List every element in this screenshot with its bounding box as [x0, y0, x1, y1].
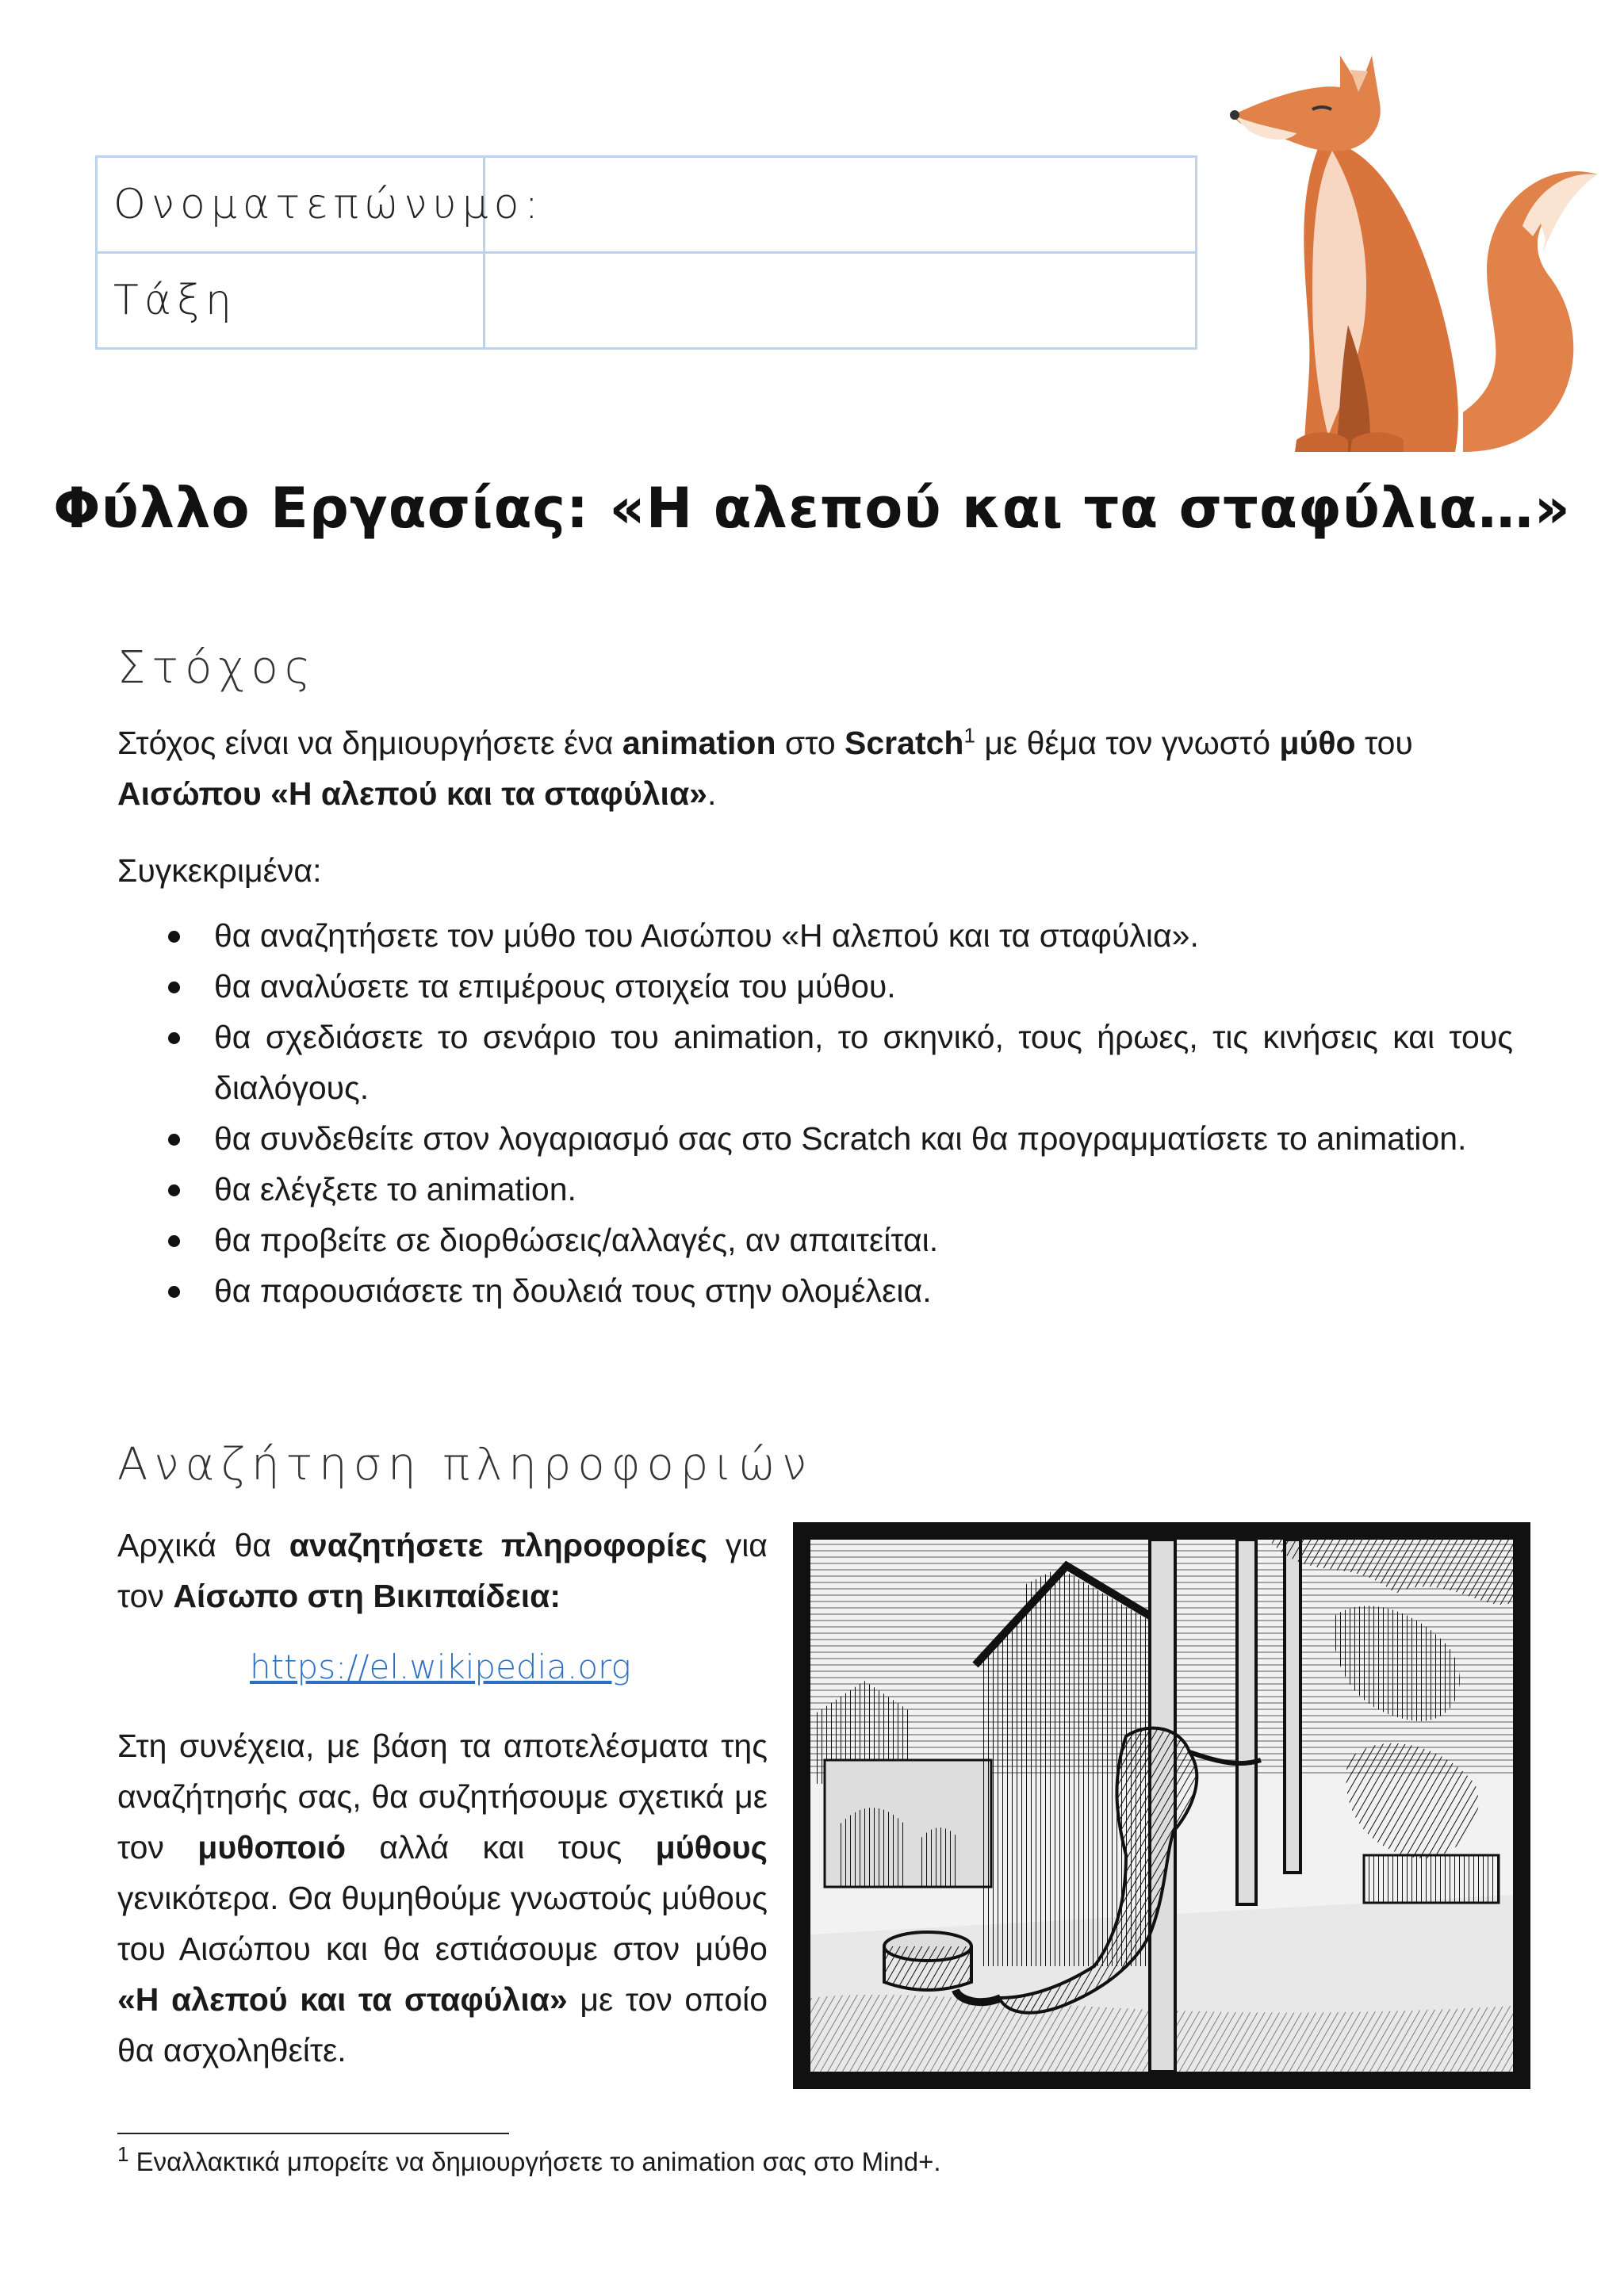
specifically-label: Συγκεκριμένα: [117, 852, 322, 889]
list-item [117, 1012, 1513, 1113]
goal-intro [117, 718, 1513, 819]
bold-text: Scratch [845, 725, 964, 761]
bold-text: Αίσωπο στη Βικιπαίδεια: [173, 1578, 561, 1614]
name-row [97, 157, 1197, 253]
search-intro [117, 1520, 768, 1621]
class-row [97, 253, 1197, 349]
text: με θέμα τον γνωστό [975, 725, 1280, 761]
bold-text: animation [622, 725, 776, 761]
bullet-icon [168, 1235, 180, 1247]
text: Στη συνέχεια, με βάση τα αποτελέσματα της αναζήτησής σας, θα συζητήσουμε σχετικά με τον [117, 1728, 768, 1866]
footnote-mark: 1 [117, 2142, 129, 2166]
footnote [117, 2142, 941, 2179]
text: γενικότερα. Θα θυμηθούμε γνωστούς μύθους του Αισώπου και θα εστιάσουμε στον μύθο [117, 1880, 768, 1967]
list-item-text: θα συνδεθείτε στον λογαριασμό σας στο Scratch και θα προγραμματίσετε το animation. [214, 1120, 1467, 1157]
search-discussion [117, 1720, 768, 2076]
search-heading: Αναζήτηση πληροφοριών [117, 1439, 814, 1490]
bold-text: μύθο [1279, 725, 1356, 761]
bold-text: «Η αλεπού και τα σταφύλια» [117, 1981, 568, 2018]
text: του [1355, 725, 1413, 761]
student-info-table [95, 155, 1197, 350]
list-item [117, 961, 1513, 1012]
bold-text: μύθους [655, 1829, 768, 1866]
list-item-text: θα ελέγξετε το animation. [214, 1171, 576, 1207]
bullet-icon [168, 1032, 180, 1044]
name-label: Ονοματεπώνυμο: [97, 157, 485, 253]
list-item-text: θα σχεδιάσετε το σενάριο του animation, το σκηνικό, τους ήρωες, τις κινήσεις και τους διαλόγους. [214, 1019, 1513, 1106]
list-item-text: θα αναλύσετε τα επιμέρους στοιχεία του μύθου. [214, 968, 896, 1004]
list-item [117, 910, 1513, 961]
bullet-icon [168, 1184, 180, 1196]
fox-and-grapes-engraving [793, 1522, 1530, 2089]
bullet-icon [168, 1134, 180, 1146]
bullet-icon [168, 1286, 180, 1298]
text: με τον οποίο θα ασχοληθείτε. [117, 1981, 768, 2068]
text: Αρχικά θα [117, 1527, 289, 1563]
wikipedia-link[interactable]: https://el.wikipedia.org [250, 1647, 631, 1686]
class-field[interactable] [485, 253, 1197, 349]
text: Στόχος είναι να δημιουργήσετε ένα [117, 725, 622, 761]
list-item [117, 1265, 1513, 1316]
text: στο [776, 725, 845, 761]
footnote-text: Εναλλακτικά μπορείτε να δημιουργήσετε το animation σας στο Mind+. [128, 2147, 941, 2176]
list-item-text: θα παρουσιάσετε τη δουλειά τους στην ολομέλεια. [214, 1272, 932, 1309]
list-item-text: θα αναζητήσετε τον μύθο του Αισώπου «Η αλεπού και τα σταφύλια». [214, 917, 1199, 954]
list-item [117, 1215, 1513, 1265]
fox-illustration [1201, 40, 1606, 460]
name-field[interactable] [485, 157, 1197, 253]
list-item [117, 1164, 1513, 1215]
task-list [117, 910, 1513, 1316]
worksheet-title: Φύλλο Εργασίας: «Η αλεπού και τα σταφύλια…» [53, 476, 1571, 541]
bullet-icon [168, 931, 180, 943]
bullet-icon [168, 982, 180, 993]
list-item [117, 1113, 1513, 1164]
text: . [707, 775, 717, 812]
bold-text: Αισώπου «Η αλεπού και τα σταφύλια» [117, 775, 707, 812]
goal-heading: Στόχος [117, 642, 317, 694]
class-label: Τάξη [97, 253, 485, 349]
list-item-text: θα προβείτε σε διορθώσεις/αλλαγές, αν απαιτείται. [214, 1222, 939, 1258]
text: αλλά και τους [346, 1829, 656, 1866]
footnote-ref[interactable]: 1 [963, 723, 975, 748]
bold-text: αναζητήσετε πληροφορίες [289, 1527, 708, 1563]
bold-text: μυθοποιό [197, 1829, 347, 1866]
text: για τον [117, 1527, 768, 1614]
footnote-divider [117, 2133, 509, 2134]
